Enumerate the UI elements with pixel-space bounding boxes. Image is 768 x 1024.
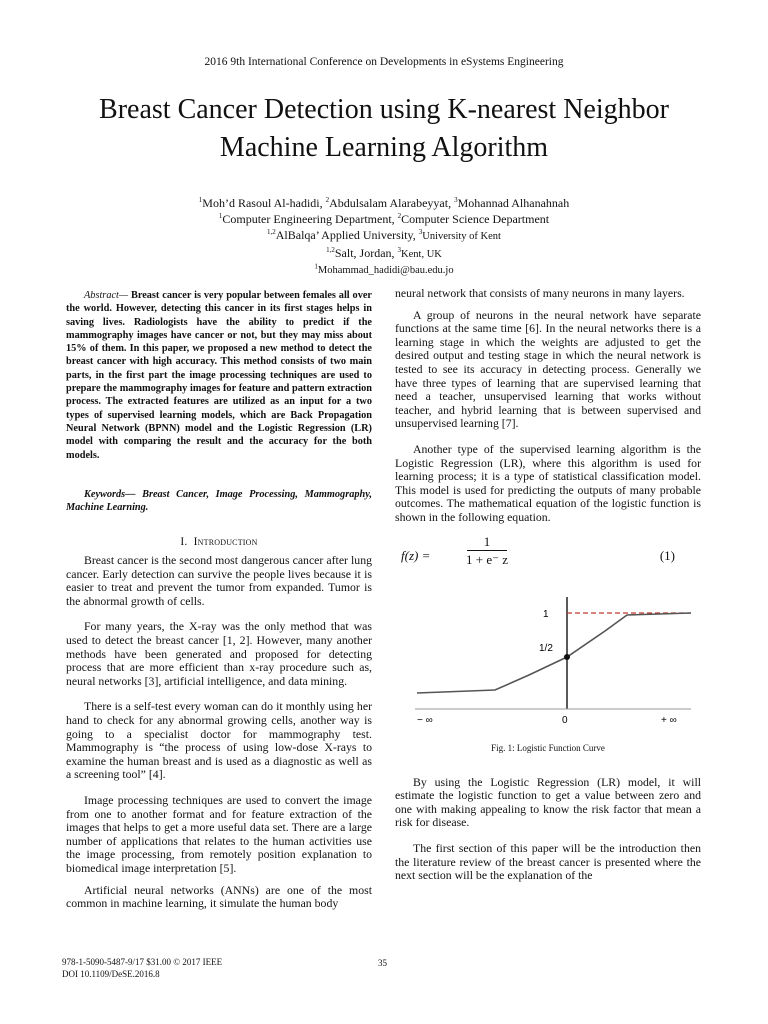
tick-label-zero: 0 bbox=[562, 714, 568, 726]
abstract-text: Breast cancer is very popular between females all over the world. However, detecting this cancer in its first stages helps in saving lives. Radiologists have the ability to predict if the mammography images have cancer or not, but they may miss about 15% of them. In this paper, we proposed a new method to detect the breast cancer with high accuracy. This method consists of two main parts, in the first part the image processing techniques are used to prepare the mammography images for feature and pattern extraction process. The extracted features are utilized as an input for a two types of supervised learning models, which are Back Propagation Neural Network (BPNN) model and the Logistic Regression (LR) model with comparing the result and the accuracy for the both models. bbox=[66, 290, 372, 461]
intro-paragraph-1: Breast cancer is the second most dangerous cancer after lung cancer. Early detection can survive the people lives because it is easier to treat and prevent the tumor from expanded. Tumor is the abnormal growth of cells. bbox=[66, 553, 372, 608]
equation-denominator: 1 + e⁻ z bbox=[466, 552, 508, 568]
tick-label-pos-inf: + ∞ bbox=[661, 714, 677, 726]
intro-paragraph-2: For many years, the X-ray was the only method that was used to detect the breast cancer [1, 2]. However, many another methods have been generated and proposed for detecting process that are more efficient than x-ray procedure such as, neural networks [3], artificial intelligence, and data mining. bbox=[66, 619, 372, 688]
author-names: $^1$Moh’d Rasoul Al-hadidi, $^2$Abdulsalam Alarabeyyat, $^3$Mohannad Alhanahnah bbox=[198, 196, 570, 210]
right-paragraph-4: By using the Logistic Regression (LR) model, it will estimate the logistic function to get a value between zero and one with making appealing to know the risk factor that mean a risk for disease. bbox=[395, 774, 701, 830]
equation-logistic bbox=[395, 535, 701, 573]
tick-label-one: 1 bbox=[543, 608, 549, 620]
midpoint-dot bbox=[564, 654, 570, 660]
right-paragraph-2: A group of neurons in the neural network have separate functions at the same time [6]. In the neural networks there is a learning stage in which the weights are adjusted to get the desired output and testing stage in which the neural network is tested to see its accuracy in detecting process. Generally we have three types of learning that are supervised learning that need a teacher, unsupervised learning that works without teacher, and hybrid learning that is between supervised and unsupervised learning [7]. bbox=[395, 307, 701, 431]
section-heading-introduction: I. Introduction bbox=[180, 536, 258, 549]
tick-label-half: 1/2 bbox=[539, 642, 553, 654]
conference-header: 2016 9th International Conference on Developments in eSystems Engineering bbox=[204, 56, 564, 68]
page-number: 35 bbox=[378, 958, 387, 968]
logistic-curve-figure bbox=[395, 589, 695, 729]
equation-fraction bbox=[467, 535, 507, 567]
figure-caption: Fig. 1: Logistic Function Curve bbox=[491, 743, 605, 754]
right-paragraph-3: Another type of the supervised learning algorithm is the Logistic Regression (LR), where this algorithm is used for learning process; it is a type of statistical classification model. This model is used for predicting the outputs of many probable outcomes. The mathematical equation of the logistic function is shown in the following equation. bbox=[395, 441, 701, 524]
right-paragraph-1: neural network that consists of many neurons in many layers. bbox=[395, 286, 685, 300]
paper-title bbox=[60, 91, 708, 167]
intro-paragraph-3: There is a self-test every woman can do it monthly using her hand to check for any abnormal growing cells, another way is going to a specialist doctor for mammography test. Mammography is “the process of using low-dose X-rays to examine the human breast and is used as a diagnostic as well as a screening tool” [4]. bbox=[66, 699, 372, 782]
left-column bbox=[66, 289, 372, 919]
author-email: $^1$Mohammad_hadidi@bau.edu.jo bbox=[314, 262, 454, 276]
author-block bbox=[0, 196, 768, 280]
right-column bbox=[395, 287, 701, 891]
right-paragraph-5: The first section of this paper will be the introduction then the literature review of the breast cancer is presented where the next section will be the explanation of the bbox=[395, 841, 701, 883]
abstract-label: Abstract— bbox=[84, 290, 129, 301]
footer-copyright bbox=[62, 956, 222, 980]
keywords: Keywords— Breast Cancer, Image Processing, Mammography, Machine Learning. bbox=[66, 488, 372, 514]
author-universities: $^{1,2}$AlBalqa’ Applied University, $^3$University of Kent bbox=[267, 228, 501, 242]
intro-paragraph-5: Artificial neural networks (ANNs) are one of the most common in machine learning, it simulate the human body bbox=[66, 882, 372, 911]
footer-isbn: 978-1-5090-5487-9/17 $31.00 © 2017 IEEE bbox=[62, 957, 223, 967]
title-line-2: Machine Learning Algorithm bbox=[219, 132, 549, 163]
equation-number: (1) bbox=[659, 547, 675, 563]
footer-doi: DOI 10.1109/DeSE.2016.8 bbox=[62, 969, 160, 979]
title-line-1: Breast Cancer Detection using K-nearest Neighbor bbox=[99, 94, 669, 125]
equation-numerator: 1 bbox=[483, 533, 491, 549]
intro-paragraph-4: Image processing techniques are used to convert the image from one to another format and for feature extraction of the images that helps to get a more useful data set. There are a large number of applications that relates to the human activities use the image processing, from remotely position explanation to biomedical image interpretation [5]. bbox=[66, 792, 372, 875]
tick-label-neg-inf: − ∞ bbox=[417, 714, 433, 726]
abstract bbox=[66, 289, 372, 462]
author-departments: $^1$Computer Engineering Department, $^2$Computer Science Department bbox=[218, 212, 550, 226]
equation-lhs: f(z) = bbox=[401, 547, 431, 563]
author-locations: $^{1,2}$Salt, Jordan, $^3$Kent, UK bbox=[326, 246, 442, 260]
logistic-curve bbox=[417, 613, 691, 693]
